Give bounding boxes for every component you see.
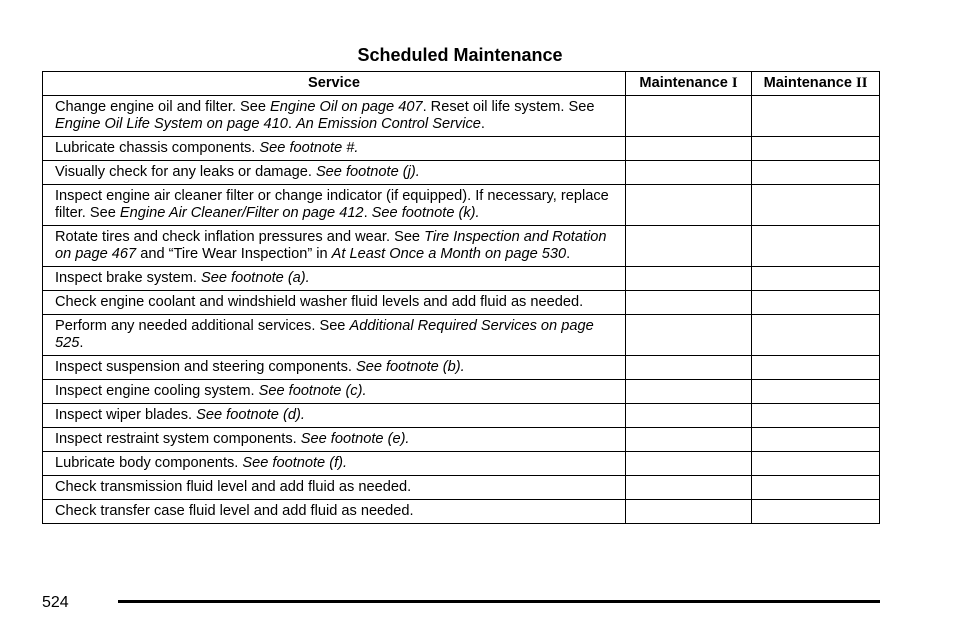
service-text: Inspect restraint system components. — [55, 431, 301, 447]
table-row — [43, 356, 880, 380]
service-cell — [43, 185, 626, 226]
service-cell — [43, 428, 626, 452]
maintenance-1-cell — [626, 185, 752, 226]
table-row — [43, 428, 880, 452]
service-cell — [43, 404, 626, 428]
maintenance-2-cell — [752, 291, 880, 315]
table-row — [43, 226, 880, 267]
maintenance-1-cell — [626, 452, 752, 476]
header-maintenance-2-numeral: II — [856, 75, 868, 91]
service-text: Inspect engine air cleaner filter or change indicator (if equipped). If necessary, replace filter. See — [55, 188, 609, 221]
service-reference: See footnote (j). — [315, 164, 420, 180]
table-row — [43, 476, 880, 500]
service-reference: See footnote (b). — [355, 359, 465, 375]
maintenance-1-cell — [626, 291, 752, 315]
service-text: Check transmission fluid level and add fluid as needed. — [55, 479, 412, 495]
service-reference: At Least Once a Month on page 530 — [331, 246, 567, 262]
service-text: Lubricate body components. — [55, 455, 243, 471]
service-text: Change engine oil and filter. See — [55, 99, 271, 115]
maintenance-1-cell — [626, 315, 752, 356]
service-reference: Engine Oil Life System on page 410 — [55, 116, 288, 132]
service-cell — [43, 380, 626, 404]
header-maintenance-2 — [752, 72, 880, 96]
footer-rule — [118, 600, 880, 603]
service-cell — [43, 315, 626, 356]
service-cell — [43, 476, 626, 500]
maintenance-1-cell — [626, 380, 752, 404]
maintenance-1-cell — [626, 161, 752, 185]
header-maintenance-2-label: Maintenance — [763, 75, 857, 91]
maintenance-2-cell — [752, 267, 880, 291]
table-row — [43, 96, 880, 137]
service-text: Lubricate chassis components. — [55, 140, 260, 156]
service-cell — [43, 161, 626, 185]
service-text: Check engine coolant and windshield washer fluid levels and add fluid as needed. — [55, 294, 584, 310]
page-number: 524 — [42, 594, 69, 611]
service-text: Visually check for any leaks or damage. — [55, 164, 316, 180]
service-text: . — [480, 116, 485, 132]
maintenance-1-cell — [626, 428, 752, 452]
maintenance-table — [42, 71, 880, 524]
table-row — [43, 500, 880, 524]
service-cell — [43, 291, 626, 315]
service-reference: See footnote #. — [259, 140, 359, 156]
maintenance-1-cell — [626, 476, 752, 500]
service-reference: Engine Oil on page 407 — [270, 99, 423, 115]
maintenance-2-cell — [752, 404, 880, 428]
header-maintenance-1-numeral: I — [731, 75, 738, 91]
maintenance-2-cell — [752, 185, 880, 226]
service-reference: See footnote (f). — [242, 455, 348, 471]
service-cell — [43, 96, 626, 137]
service-text: . — [363, 205, 372, 221]
service-cell — [43, 356, 626, 380]
table-row — [43, 380, 880, 404]
table-row — [43, 315, 880, 356]
service-text: Check transfer case fluid level and add fluid as needed. — [55, 503, 414, 519]
service-cell — [43, 137, 626, 161]
service-cell — [43, 226, 626, 267]
maintenance-1-cell — [626, 137, 752, 161]
maintenance-2-cell — [752, 380, 880, 404]
maintenance-1-cell — [626, 96, 752, 137]
service-text: Inspect brake system. — [55, 270, 201, 286]
maintenance-2-cell — [752, 137, 880, 161]
service-text: . Reset oil life system. See — [422, 99, 595, 115]
header-maintenance-1-label: Maintenance — [639, 75, 732, 91]
maintenance-1-cell — [626, 500, 752, 524]
service-text: Inspect suspension and steering components. — [55, 359, 356, 375]
maintenance-2-cell — [752, 452, 880, 476]
service-cell — [43, 500, 626, 524]
service-reference: See footnote (d). — [196, 407, 305, 423]
service-reference: See footnote (e). — [300, 431, 410, 447]
service-cell — [43, 267, 626, 291]
header-maintenance-1 — [626, 72, 752, 96]
service-reference: See footnote (a). — [201, 270, 310, 286]
service-reference: Additional Required Services on page 525 — [55, 318, 594, 351]
service-text: Perform any needed additional services. See — [55, 318, 350, 334]
table-row — [43, 452, 880, 476]
service-reference: See footnote (k). — [371, 205, 480, 221]
maintenance-2-cell — [752, 96, 880, 137]
service-text: Inspect wiper blades. — [55, 407, 197, 423]
maintenance-1-cell — [626, 404, 752, 428]
service-text: and “Tire Wear Inspection” in — [136, 246, 332, 262]
page-title: Scheduled Maintenance — [357, 45, 563, 65]
service-text: Rotate tires and check inflation pressures and wear. See — [55, 229, 425, 245]
maintenance-2-cell — [752, 428, 880, 452]
table-row — [43, 291, 880, 315]
service-text: . — [287, 116, 296, 132]
maintenance-2-cell — [752, 476, 880, 500]
maintenance-2-cell — [752, 315, 880, 356]
table-row — [43, 161, 880, 185]
maintenance-2-cell — [752, 356, 880, 380]
table-row — [43, 137, 880, 161]
service-text: . — [566, 246, 571, 262]
maintenance-1-cell — [626, 226, 752, 267]
service-reference: An Emission Control Service — [295, 116, 481, 132]
maintenance-1-cell — [626, 267, 752, 291]
maintenance-2-cell — [752, 226, 880, 267]
service-cell — [43, 452, 626, 476]
maintenance-2-cell — [752, 161, 880, 185]
service-text: Inspect engine cooling system. — [55, 383, 259, 399]
service-reference: Engine Air Cleaner/Filter on page 412 — [119, 205, 364, 221]
service-reference: See footnote (c). — [258, 383, 367, 399]
header-service: Service — [43, 72, 626, 96]
table-row — [43, 404, 880, 428]
service-reference: Tire Inspection and Rotation on page 467 — [55, 229, 607, 262]
table-row — [43, 185, 880, 226]
service-text: . — [79, 335, 84, 351]
table-header-row — [43, 72, 880, 96]
maintenance-1-cell — [626, 356, 752, 380]
table-row — [43, 267, 880, 291]
maintenance-2-cell — [752, 500, 880, 524]
table-body — [43, 96, 880, 524]
